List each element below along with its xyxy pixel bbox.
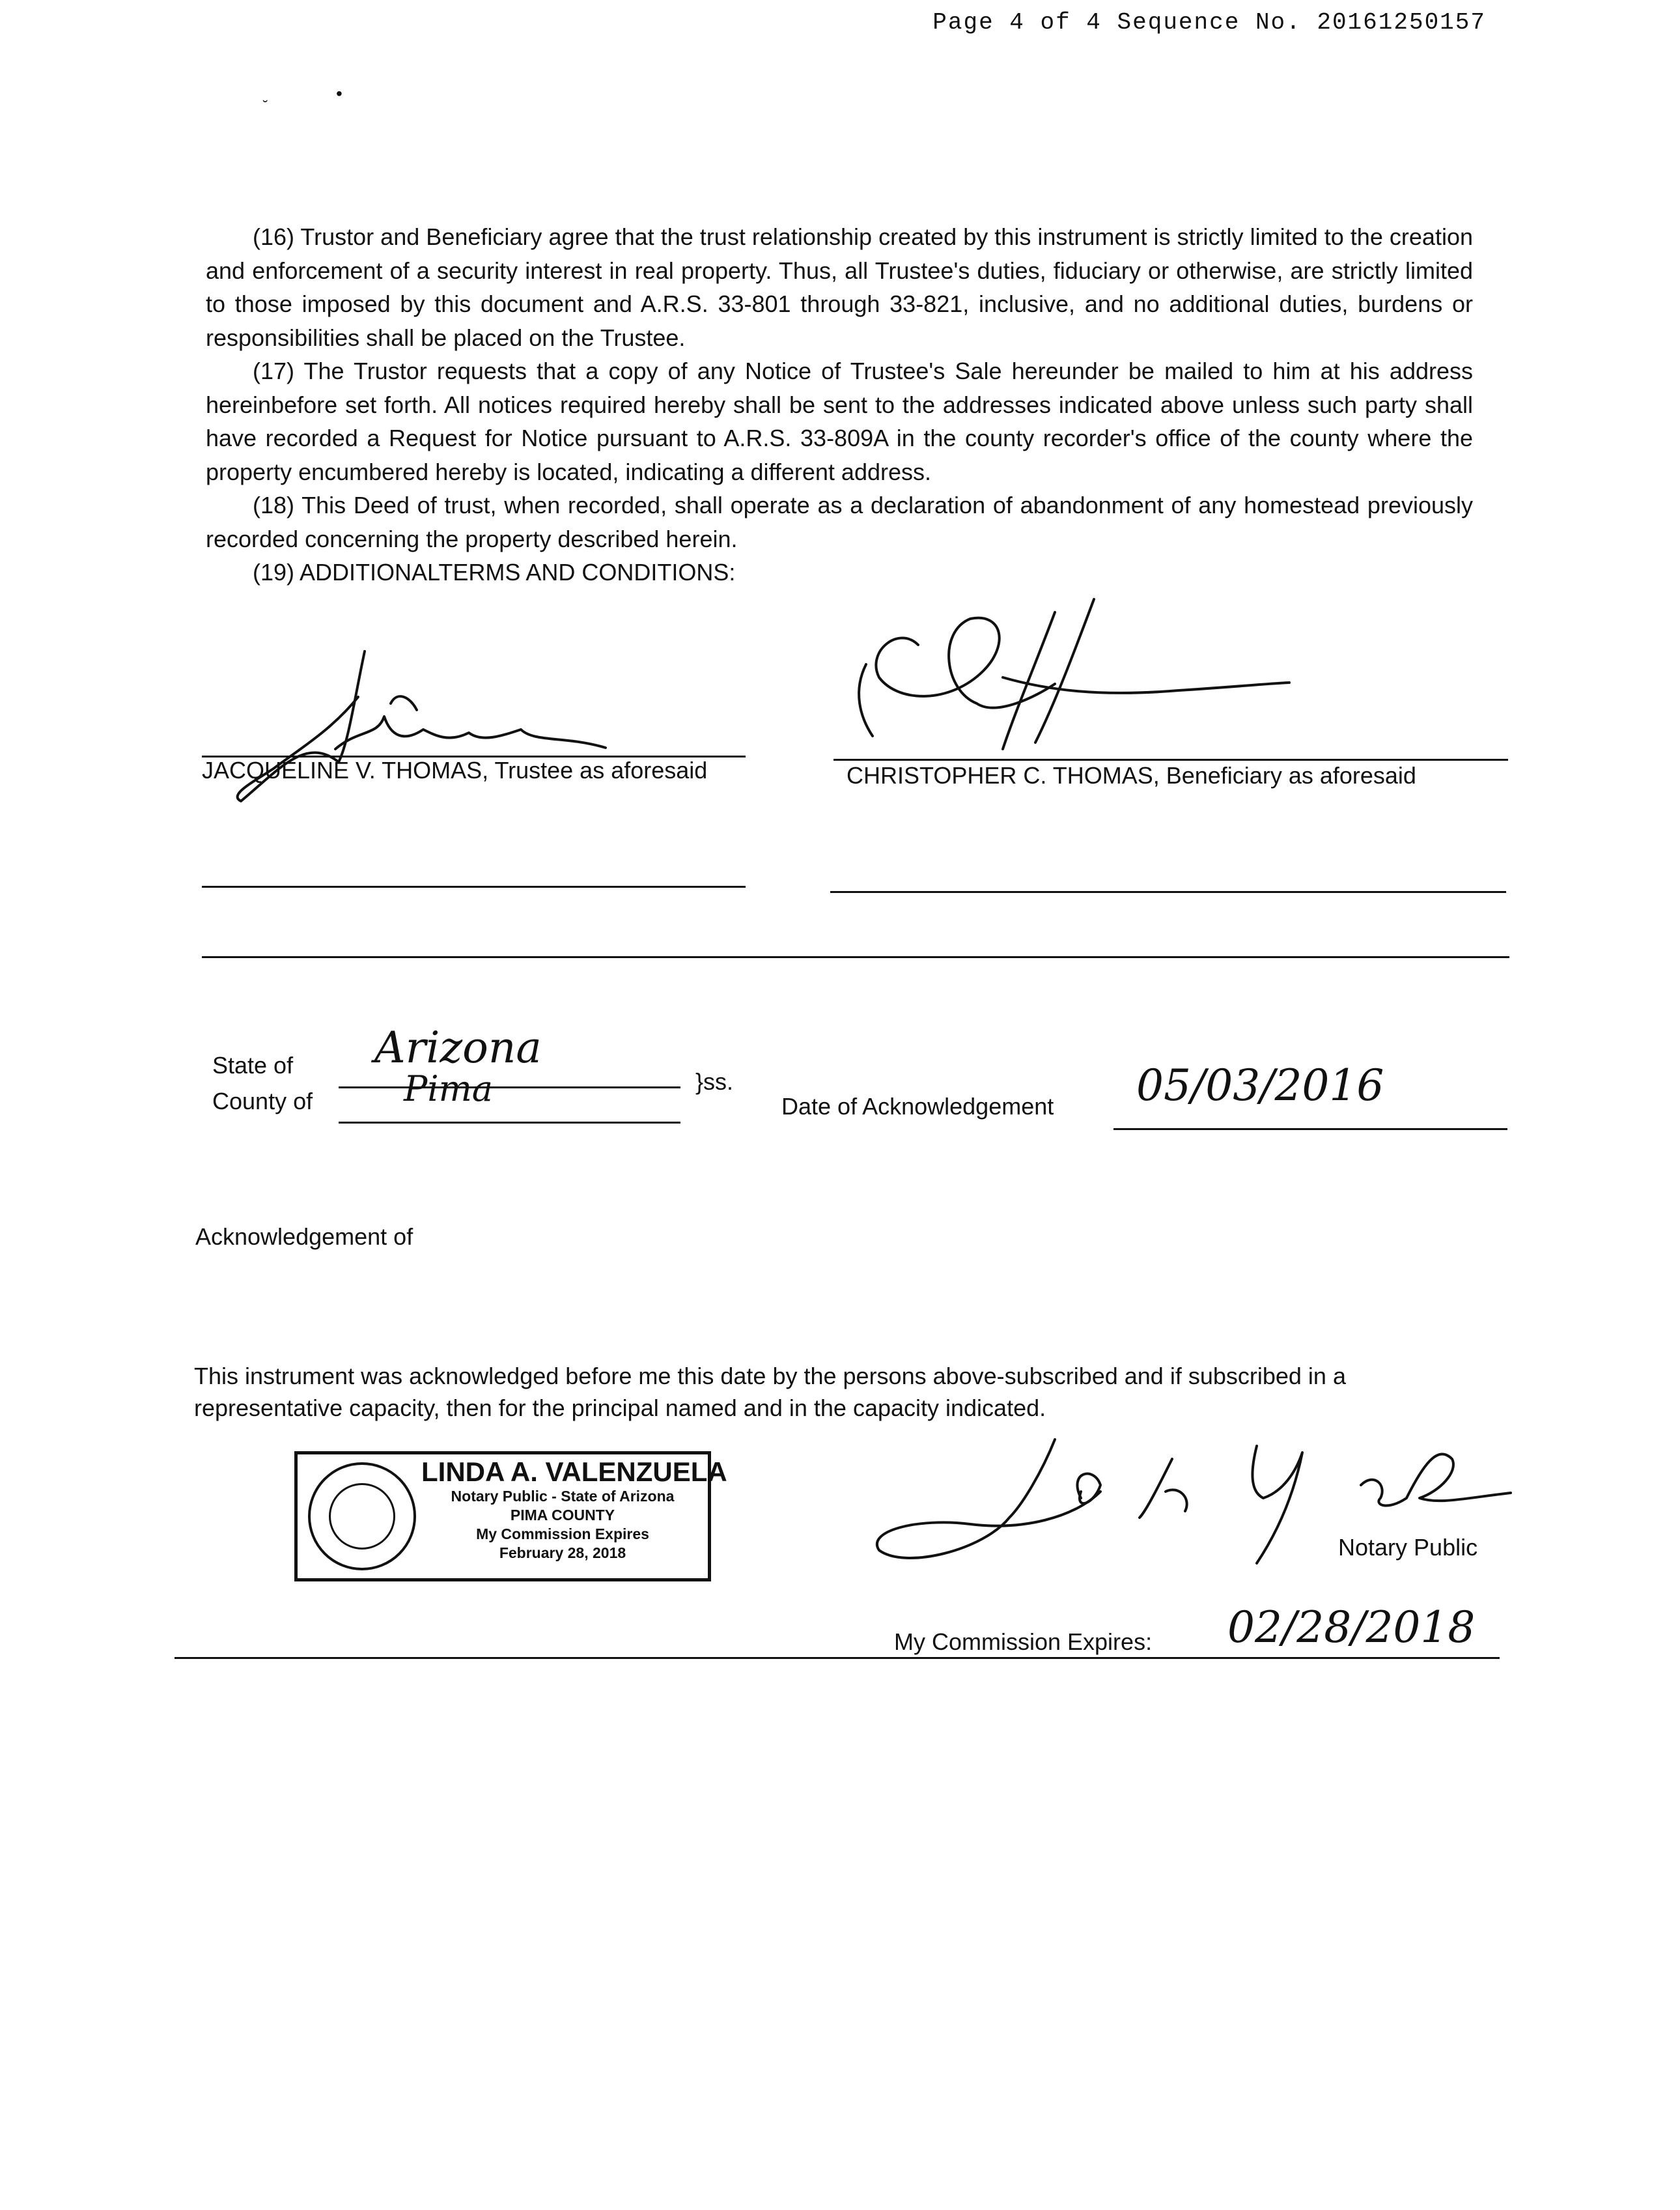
county-line [339,1122,680,1124]
date-of-acknowledgement-label: Date of Acknowledgement [781,1093,1054,1120]
county-label: County of [212,1088,313,1114]
arizona-state-seal-icon [308,1462,416,1570]
notary-public-label: Notary Public [1338,1534,1478,1561]
commission-bottom-rule [175,1657,1500,1659]
commission-expires-value: 02/28/2018 [1227,1602,1476,1652]
notary-seal-line2: PIMA COUNTY [510,1507,615,1523]
notary-seal-name: LINDA A. VALENZUELA [421,1456,727,1487]
notary-seal-line4: February 28, 2018 [499,1544,626,1561]
state-line [339,1086,680,1088]
stray-mark: ˘ [263,98,268,114]
paragraph-17: (17) The Trustor requests that a copy of any Notice of Trustee's Sale hereunder be mailed to him at his address hereinbefore set forth. All notices required hereby shall be sent to the addresses indicated above unless such party shall have recorded a Request for Notice pursuant to A.R.S. 33-809A in the county recorder's office of the county where the property encumbered hereby is located, indicating a different address. [206,358,1473,485]
deed-terms-body [206,220,1473,589]
paragraph-19-heading: (19) ADDITIONALTERMS AND CONDITIONS: [253,559,736,586]
state-value: Arizona [374,1023,542,1073]
notary-seal-stamp [294,1451,727,1581]
blank-signature-line-right [830,891,1506,893]
blank-signature-line-left [202,886,746,888]
county-value: Pima [404,1068,494,1109]
beneficiary-signature-line [833,759,1508,761]
date-of-acknowledgement-line [1113,1128,1507,1130]
ss-brace: }ss. [695,1068,734,1095]
page-sequence-header: Page 4 of 4 Sequence No. 20161250157 [932,9,1486,36]
notary-seal-line1: Notary Public - State of Arizona [451,1488,675,1505]
date-of-acknowledgement-value: 05/03/2016 [1136,1060,1384,1111]
state-label: State of [212,1052,294,1079]
beneficiary-signature [840,586,1296,769]
acknowledgement-of-label: Acknowledgement of [195,1223,413,1250]
commission-expires-label: My Commission Expires: [894,1628,1153,1655]
acknowledgement-statement: This instrument was acknowledged before me this date by the persons above-subscribed and if subscribed in a representative capacity, then for the principal named and in the capacity indicated. [194,1363,1346,1421]
beneficiary-name-label: CHRISTOPHER C. THOMAS, Beneficiary as aforesaid [847,762,1416,789]
blank-full-width-line [202,956,1509,958]
trustee-name-label: JACQUELINE V. THOMAS, Trustee as aforesaid [202,757,708,784]
paragraph-18: (18) This Deed of trust, when recorded, shall operate as a declaration of abandonment of any homestead previously recorded concerning the property described herein. [206,492,1473,552]
stray-dot: • [336,83,343,104]
paragraph-16: (16) Trustor and Beneficiary agree that the trust relationship created by this instrument is strictly limited to the creation and enforcement of a security interest in real property. Thus, all Trustee's duties, fiduciary or otherwise, are strictly limited to those imposed by this document and A.R.S. 33-801 through 33-821, inclusive, and no additional duties, burdens or responsibilities shall be placed on the Trustee. [206,223,1473,351]
notary-seal-line3: My Commission Expires [476,1525,649,1542]
